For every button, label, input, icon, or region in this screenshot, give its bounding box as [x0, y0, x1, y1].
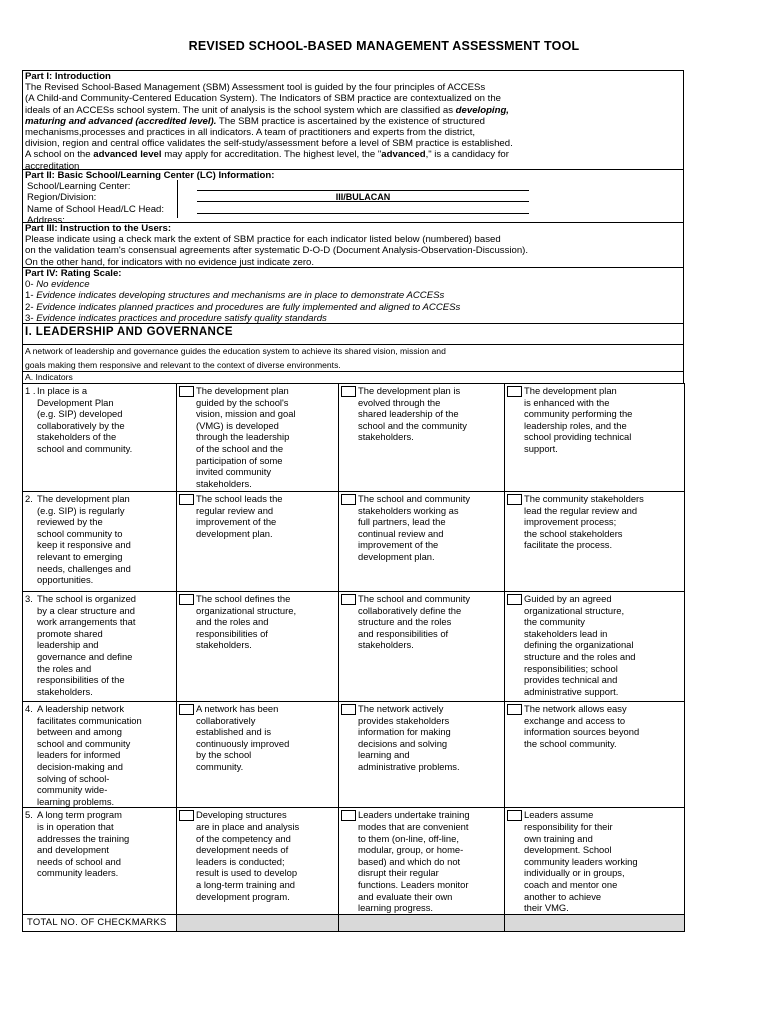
indicator-text: In place is a Development Plan (e.g. SIP) developed collaboratively by the stakeholders of the school and community.	[37, 385, 133, 454]
level-text: Guided by an agreed organizational structure, the community stakeholders lead in defining the organizational structure and the roles and responsibilities; school provides technical and administrative support.	[524, 593, 636, 697]
level-text: The school and community stakeholders working as full partners, lead the continual review and improvement of the development plan.	[358, 493, 471, 562]
indicator-number: 5.	[25, 809, 33, 821]
part3-line: on the validation team's consensual agreements after systematic D-O-D (Document Analysis-Observation-Discussion).	[25, 245, 529, 257]
info-row-head	[25, 204, 681, 215]
indicator-cell	[23, 808, 177, 914]
text: may apply for accreditation. The highest level, the "	[161, 149, 382, 161]
part-basic-information	[22, 169, 684, 226]
level-text: The school defines the organizational structure, and the roles and responsibilities of stakeholders.	[196, 593, 297, 651]
level-checkbox[interactable]	[341, 704, 356, 715]
indicator-text: The development plan (e.g. SIP) is regularly reviewed by the school community to keep it responsive and relevant to emerging needs, challenges and opportunities.	[37, 493, 131, 586]
text: A school on the	[25, 149, 94, 161]
section-description	[22, 344, 684, 372]
level-cell	[339, 808, 505, 914]
part1-line: accreditation	[25, 160, 80, 172]
indicator-cell	[23, 702, 177, 808]
level-cell	[177, 592, 339, 702]
scale-number: 1-	[25, 290, 34, 302]
indicator-cell	[23, 492, 177, 592]
indicators-label: A. Indicators	[25, 372, 73, 382]
level-text: The school leads the regular review and improvement of the development plan.	[196, 493, 283, 539]
part4-heading: Part IV: Rating Scale:	[25, 268, 122, 279]
level-checkbox[interactable]	[179, 810, 194, 821]
text: ideals of an ACCESs school system. The unit of analysis is the school system which are classified as	[25, 104, 456, 116]
text: The SBM practice is ascertained by the existence of structured	[216, 115, 485, 127]
part1-line: The Revised School-Based Management (SBM) Assessment tool is guided by the four principles of ACCESs	[25, 82, 486, 94]
table-row	[23, 702, 685, 808]
level-checkbox[interactable]	[507, 594, 522, 605]
indicator-cell	[23, 592, 177, 702]
level-text: The development plan is enhanced with the community performing the leadership roles, and the school providing technical support.	[524, 385, 633, 454]
table-row	[23, 492, 685, 592]
divider	[177, 180, 178, 218]
level-cell	[505, 492, 685, 592]
indicator-number: 3.	[25, 593, 33, 604]
section-heading: I. LEADERSHIP AND GOVERNANCE	[25, 326, 234, 338]
part1-line: (A Child-and Community-Centered Education System). The Indicators of SBM practice are contextualized on the	[25, 93, 502, 105]
level-checkbox[interactable]	[341, 810, 356, 821]
scale-item	[25, 279, 681, 290]
table-row	[23, 808, 685, 914]
level-checkbox[interactable]	[507, 494, 522, 505]
indicator-text: A long term program is in operation that addresses the training and development needs of school and community leaders.	[37, 809, 130, 879]
region-value[interactable]: III/BULACAN	[335, 192, 391, 203]
level-text: The development plan is evolved through the shared leadership of the school and the community stakeholders.	[358, 385, 467, 443]
indicator-text: A leadership network facilitates communication between and among school and community leaders for informed decision-making and solving of school- community wide- learning problems.	[37, 703, 142, 807]
head-label: Name of School Head/LC Head:	[27, 203, 165, 215]
section-header	[22, 323, 684, 345]
document-title: REVISED SCHOOL-BASED MANAGEMENT ASSESSMENT TOOL	[188, 39, 580, 53]
head-field-line[interactable]	[197, 213, 529, 214]
level-text: The network allows easy exchange and access to information sources beyond the school community.	[524, 703, 640, 749]
level-text: The network actively provides stakeholders information for making decisions and solving learning and administrative problems.	[358, 703, 460, 772]
level-checkbox[interactable]	[179, 704, 194, 715]
part-introduction	[22, 70, 684, 170]
school-field-line[interactable]	[197, 190, 529, 191]
level-cell	[505, 808, 685, 914]
emphasis: advanced	[381, 149, 426, 161]
total-cell[interactable]	[177, 914, 339, 931]
level-text: The school and community collaboratively define the structure and the roles and responsibilities of stakeholders.	[358, 593, 471, 651]
emphasis: maturing and advanced (accredited level).	[25, 115, 217, 127]
info-row-school	[25, 181, 681, 192]
level-text: A network has been collaboratively established and is continuously improved by the school community.	[196, 703, 290, 772]
level-cell	[339, 492, 505, 592]
level-text: Leaders undertake training modes that are convenient to them (on-line, off-line, modular, group, or home- based) and which do not disrupt their regular functions. Leaders monitor and evaluate their own learning progress.	[358, 809, 470, 914]
emphasis: developing,	[455, 104, 509, 116]
indicator-number: 1 .	[25, 385, 36, 396]
emphasis: advanced level	[93, 149, 162, 161]
text: ," is a candidacy for	[425, 149, 509, 161]
scale-item	[25, 290, 681, 301]
total-row	[23, 914, 685, 931]
level-checkbox[interactable]	[179, 494, 194, 505]
level-cell	[177, 808, 339, 914]
level-cell	[177, 492, 339, 592]
scale-text: No evidence	[36, 279, 90, 291]
indicator-number: 2.	[25, 493, 33, 504]
level-cell	[339, 592, 505, 702]
table-row	[23, 592, 685, 702]
section-desc-line: goals making them responsive and relevant to the context of diverse environments.	[25, 359, 341, 370]
scale-text: Evidence indicates practices and procedure satisfy quality standards	[36, 312, 327, 324]
total-cell[interactable]	[339, 914, 505, 931]
scale-number: 0-	[25, 279, 34, 291]
level-cell	[339, 384, 505, 492]
part1-heading: Part I: Introduction	[25, 71, 111, 82]
indicator-text: The school is organized by a clear structure and work arrangements that promote shared leadership and governance and define the roles and responsibilities of the stakeholders.	[37, 593, 137, 697]
part-rating-scale	[22, 267, 684, 324]
level-checkbox[interactable]	[507, 704, 522, 715]
scale-number: 2-	[25, 301, 34, 313]
level-cell	[177, 702, 339, 808]
address-label: Address:	[27, 214, 65, 226]
part1-line: division, region and central office validates the self-study/assessment before a level of SBM practice is established.	[25, 138, 513, 150]
section-desc-line: A network of leadership and governance guides the education system to achieve its shared vision, mission and	[25, 346, 446, 356]
level-checkbox[interactable]	[179, 386, 194, 397]
indicator-number: 4.	[25, 703, 33, 714]
scale-text: Evidence indicates planned practices and procedures are fully implemented and aligned to ACCESs	[36, 301, 461, 313]
level-cell	[339, 702, 505, 808]
level-checkbox[interactable]	[341, 594, 356, 605]
scale-item	[25, 302, 681, 313]
total-cell[interactable]	[505, 914, 685, 931]
level-text: Developing structures are in place and analysis of the competency and development needs of leaders is conducted; result is used to develop a long-term training and development program.	[196, 809, 300, 902]
table-row	[23, 384, 685, 492]
level-cell	[505, 384, 685, 492]
region-field-line	[197, 201, 529, 202]
part2-heading: Part II: Basic School/Learning Center (LC) Information:	[25, 170, 275, 181]
level-checkbox[interactable]	[179, 594, 194, 605]
scale-number: 3-	[25, 312, 34, 324]
level-cell	[505, 702, 685, 808]
part3-line: On the other hand, for indicators with no evidence just indicate zero.	[25, 256, 315, 268]
part3-line: Please indicate using a check mark the extent of SBM practice for each indicator listed below (numbered) based	[25, 234, 501, 246]
school-label: School/Learning Center:	[27, 181, 131, 193]
level-checkbox[interactable]	[341, 494, 356, 505]
level-checkbox[interactable]	[507, 810, 522, 821]
level-checkbox[interactable]	[341, 386, 356, 397]
level-cell	[177, 384, 339, 492]
level-text: The development plan guided by the school's vision, mission and goal (VMG) is developed through the leadership of the school and the participation of some invited community stakeholders.	[196, 385, 296, 489]
info-row-region	[25, 192, 681, 203]
part1-line	[25, 105, 681, 116]
part1-line	[25, 116, 681, 127]
part3-heading: Part III: Instruction to the Users:	[25, 223, 172, 234]
part1-line	[25, 149, 681, 160]
part-instructions	[22, 222, 684, 268]
level-text: Leaders assume responsibility for their own training and development. School community leaders working individually or in groups, coach and mentor one another to achieve their VMG.	[524, 809, 638, 914]
indicators-table	[22, 383, 685, 932]
indicator-cell	[23, 384, 177, 492]
level-checkbox[interactable]	[507, 386, 522, 397]
part1-line: mechanisms,processes and practices in all indicators. A team of practitioners and experts from the district,	[25, 127, 476, 139]
level-cell	[505, 592, 685, 702]
total-label: TOTAL NO. OF CHECKMARKS	[23, 914, 177, 931]
level-text: The community stakeholders lead the regular review and improvement process; the school stakeholders facilitate the process.	[524, 493, 644, 551]
scale-text: Evidence indicates developing structures and mechanisms are in place to demonstrate ACCESs	[36, 290, 445, 302]
region-label: Region/Division:	[27, 192, 97, 204]
